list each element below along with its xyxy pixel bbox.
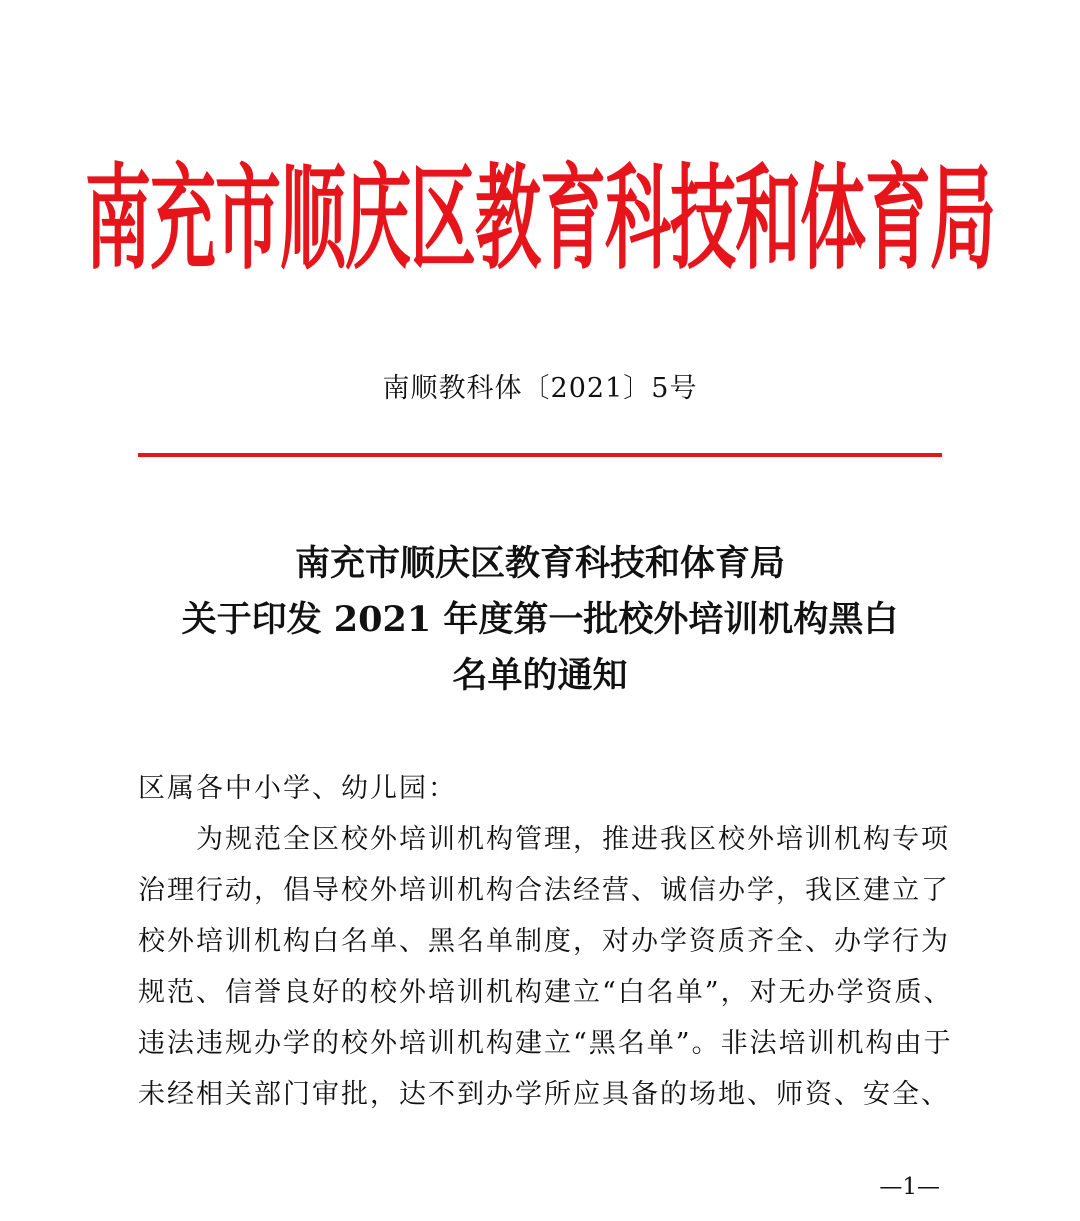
salutation: 区属各中小学、幼儿园：	[138, 773, 457, 804]
body-line: 未经相关部门审批，达不到办学所应具备的场地、师资、安全、	[138, 1079, 950, 1110]
notice-title-line-3: 名单的通知	[452, 655, 628, 696]
body-line: 校外培训机构白名单、黑名单制度，对办学资质齐全、办学行为	[138, 926, 950, 957]
notice-title-line-2: 关于印发 2021 年度第一批校外培训机构黑白	[181, 599, 899, 640]
issuer-red-header: 南充市顺庆区教育科技和体育局	[85, 152, 995, 286]
page-number: —1—	[879, 1174, 940, 1200]
body-line: 规范、信誉良好的校外培训机构建立“白名单”，对无办学资质、	[138, 977, 953, 1008]
red-divider-line	[138, 453, 942, 457]
document-number: 南顺教科体〔2021〕5号	[382, 373, 698, 404]
body-line: 治理行动，倡导校外培训机构合法经营、诚信办学，我区建立了	[138, 875, 950, 906]
document-body	[138, 763, 953, 1120]
notice-title-line-1: 南充市顺庆区教育科技和体育局	[294, 543, 785, 584]
notice-title	[0, 536, 1080, 704]
body-line: 为规范全区校外培训机构管理，推进我区校外培训机构专项	[196, 824, 950, 855]
body-line: 违法违规办学的校外培训机构建立“黑名单”。非法培训机构由于	[138, 1028, 953, 1059]
